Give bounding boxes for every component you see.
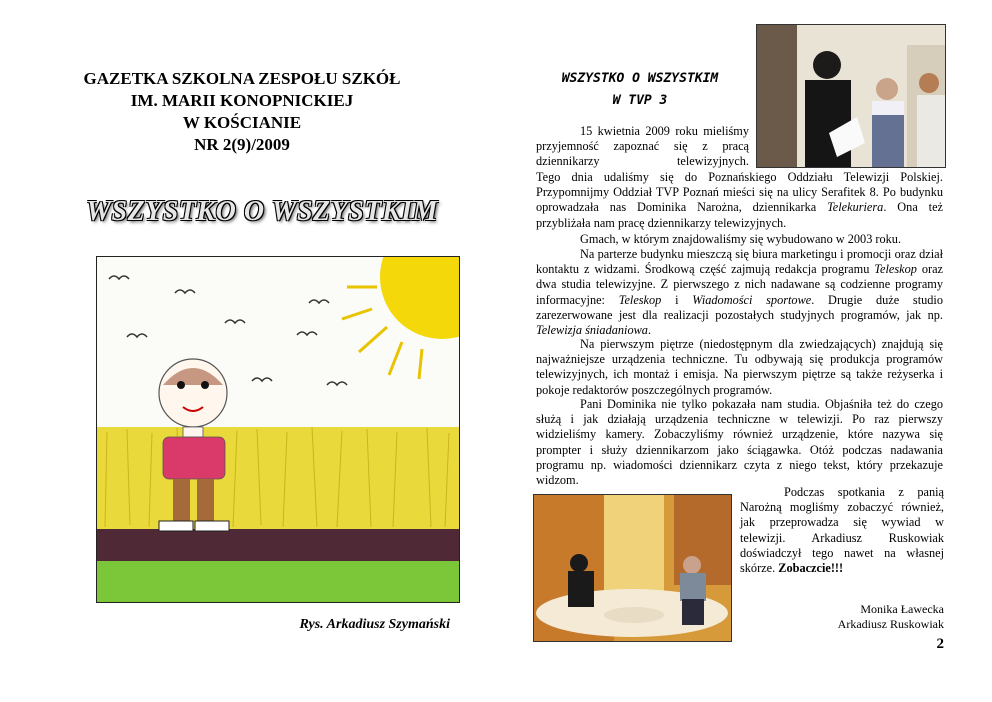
text-span: i [661,292,693,307]
article-paragraph [740,485,944,576]
text-span: . Drugie duże studio zarezerwowane jest dla realizacji pozostałych studyjnych programów, jak np. [536,292,943,322]
article-paragraph: Gmach, w którym znajdowaliśmy się wybudowano w 2003 roku. [580,232,902,246]
italic-span: Wiadomości sportowe [692,292,812,307]
article-intro: 15 kwietnia 2009 roku mieliśmy przyjemność zapoznać się z pracą dziennikarzy telewizyjnych. [536,124,749,169]
italic-span: Telekuriera [827,200,884,215]
bold-span: Zobaczcie!!! [778,561,844,576]
italic-span: Teleskop [618,292,662,307]
page-title: WSZYSTKO O WSZYSTKIM [86,196,438,227]
masthead-line: IM. MARII KONOPNICKIEJ [130,91,354,110]
drawing-caption: Rys. Arkadiusz Szymański [299,617,450,632]
article-paragraph [536,247,943,338]
italic-span: Telewizja śniadaniowa [536,323,648,338]
text-span: . Ona też przybliżała nam pracę dziennikarzy telewizyjnych. [536,200,944,230]
child-drawing-illustration [96,256,460,603]
text-span: oraz dwa studia telewizyjne. Z pierwszego z nich nadawane są codzienne programy informacyjne: [536,262,943,307]
photo-tvp-visit [756,24,946,168]
text-span: Na parterze budynku mieszczą się biura marketingu i promocji oraz dział kontaktu z widzami. Środkową część zajmują redakcja programu [536,247,943,277]
article-paragraph: Pani Dominika nie tylko pokazała nam studia. Objaśniła też do czego służą i jak działają urządzenia techniczne w telewizji. Po raz pierwszy widzieliśmy kamery. Zobaczyliśmy również urządzenie, które nazywa się prompter i służy dziennikarzom jako ściągawka. Otóż podczas nadawania programu np. wiadomości dziennikarz czyta z niego tekst, który przekazuje widzom. [536,397,943,488]
article-title-line: WSZYSTKO O WSZYSTKIM [561,71,719,86]
text-span: Tego dnia udaliśmy się do Poznańskiego Oddziału Telewizji Polskiej. Przypomnijmy Oddział TVP Poznań mieści się na ulicy Serafitek 8. Po budynku oprowadzała nas Dominika Narożna, dziennikarka [536,170,943,215]
article-paragraph: Na pierwszym piętrze (niedostępnym dla zwiedzających) znajdują się najważniejsze urządzenia techniczne. Tu odbywają się produkcja programów telewizyjnych, ich montaż i emisja. Na pierwszym piętrze są także reżyserka i pokoje redaktorów poszczególnych programów. [536,337,943,397]
article-authors [780,602,944,632]
masthead-line: W KOŚCIANIE [182,113,302,132]
photo-interview [533,494,732,642]
newspaper-masthead [62,68,422,156]
author-name: Arkadiusz Ruskowiak [837,617,944,631]
text-span: Podczas spotkania z panią Narożną mogliśmy zobaczyć również, jak przeprowadza się wywiad w telewizji. Arkadiusz Ruskowiak doświadczył tego nawet na własnej skórze. [740,485,944,576]
masthead-issue: NR 2(9)/2009 [194,135,290,154]
author-name: Monika Ławecka [860,602,944,616]
page-number: 2 [936,636,944,652]
masthead-line: GAZETKA SZKOLNA ZESPOŁU SZKÓŁ [83,69,401,88]
article-title-line: W TVP 3 [612,93,668,108]
text-span: . [647,323,652,338]
article-paragraph [536,170,943,231]
italic-span: Teleskop [874,262,917,277]
article-title [530,68,750,112]
